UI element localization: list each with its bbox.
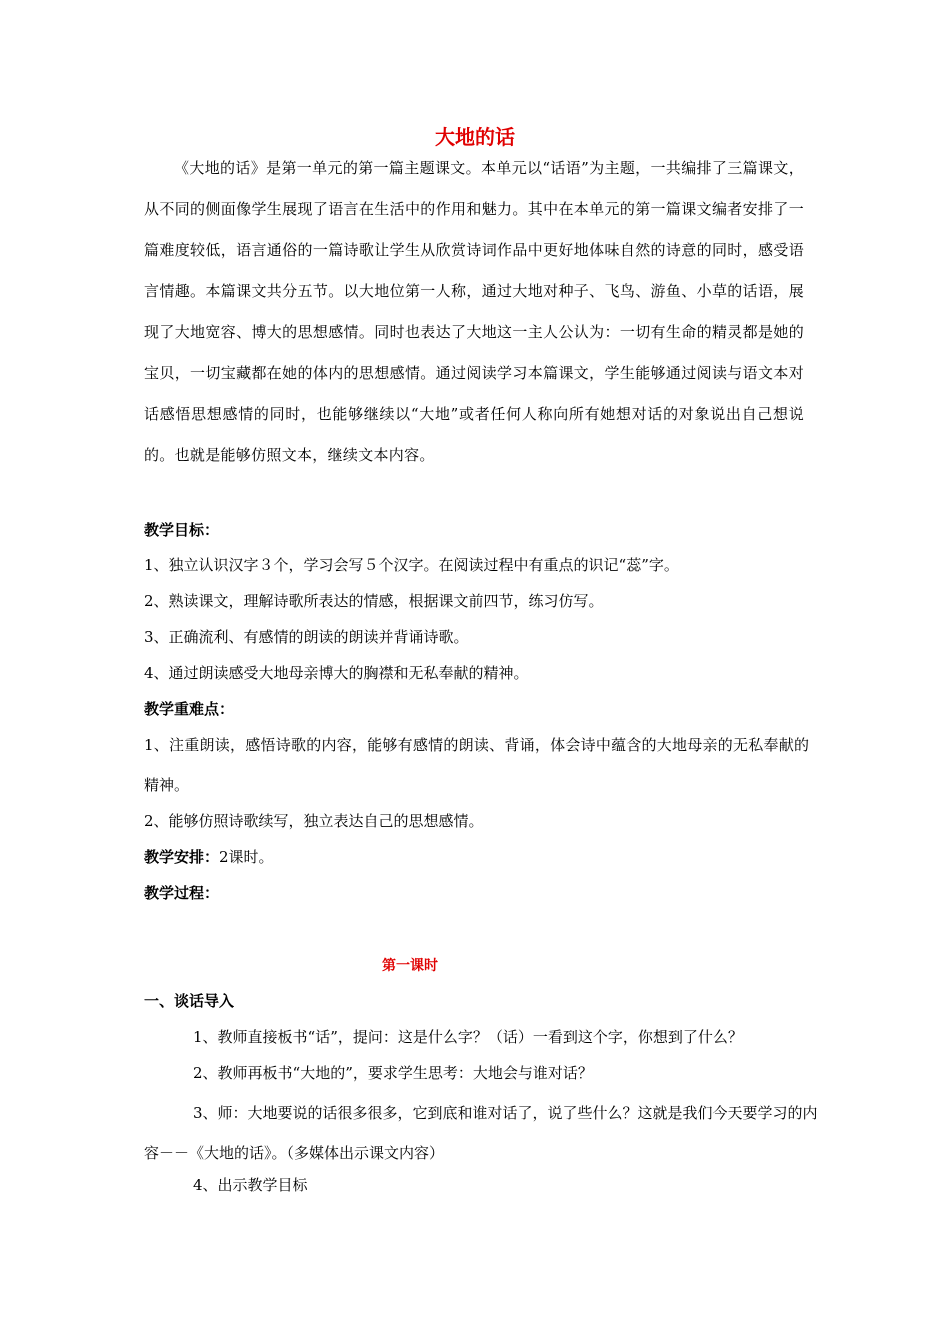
goal-item: 1、独立认识汉字３个，学习会写５个汉字。在阅读过程中有重点的识记“蕊”字。 xyxy=(144,556,679,574)
lesson-item: 3、师：大地要说的话很多很多，它到底和谁对话了，说了些什么？这就是我们今天要学习的内容－－《大地的话》。（多媒体出示课文内容） xyxy=(144,1104,818,1162)
arrangement-line xyxy=(144,845,809,869)
keypoints-heading: 教学重难点： xyxy=(144,700,235,718)
goal-item: 3、正确流利、有感情的朗读的朗读并背诵诗歌。 xyxy=(144,628,469,646)
keypoint-item: 2、能够仿照诗歌续写，独立表达自己的思想感情。 xyxy=(144,812,484,830)
section-heading: 一、谈话导入 xyxy=(144,992,235,1010)
lesson-title: 第一课时 xyxy=(382,958,438,974)
goal-item: 4、通过朗读感受大地母亲博大的胸襟和无私奉献的精神。 xyxy=(144,664,529,682)
keypoint-item: 1、注重朗读，感悟诗歌的内容，能够有感情的朗读、背诵，体会诗中蕴含的大地母亲的无私奉献的精神。 xyxy=(144,736,809,794)
arrangement-value: 2课时。 xyxy=(219,848,274,866)
goals-heading: 教学目标： xyxy=(144,521,220,539)
goal-item: 2、熟读课文，理解诗歌所表达的情感，根据课文前四节，练习仿写。 xyxy=(144,592,604,610)
intro-paragraph: 《大地的话》是第一单元的第一篇主题课文。本单元以“话语”为主题，一共编排了三篇课文，从不同的侧面像学生展现了语言在生活中的作用和魅力。其中在本单元的第一篇课文编者安排了一篇难度较低，语言通俗的一篇诗歌让学生从欣赏诗词作品中更好地体味自然的诗意的同时，感受语言情趣。本篇课文共分五节。以大地位第一人称，通过大地对种子、飞鸟、游鱼、小草的话语，展现了大地宽容、博大的思想感情。同时也表达了大地这一主人公认为：一切有生命的精灵都是她的宝贝，一切宝藏都在她的体内的思想感情。通过阅读学习本篇课文，学生能够通过阅读与语文本对话感悟思想感情的同时，也能够继续以“大地”或者任何人称向所有她想对话的对象说出自己想说的。也就是能够仿照文本，继续文本内容。 xyxy=(144,159,804,464)
arrangement-heading: 教学安排： xyxy=(144,848,220,866)
document-title: 大地的话 xyxy=(435,125,515,149)
lesson-item: 4、出示教学目标 xyxy=(193,1176,308,1194)
lesson-item: 1、教师直接板书“话”，提问：这是什么字？（话）一看到这个字，你想到了什么？ xyxy=(193,1028,743,1046)
lesson-item: 2、教师再板书“大地的”，要求学生思考：大地会与谁对话？ xyxy=(193,1064,593,1082)
process-heading: 教学过程： xyxy=(144,884,220,902)
